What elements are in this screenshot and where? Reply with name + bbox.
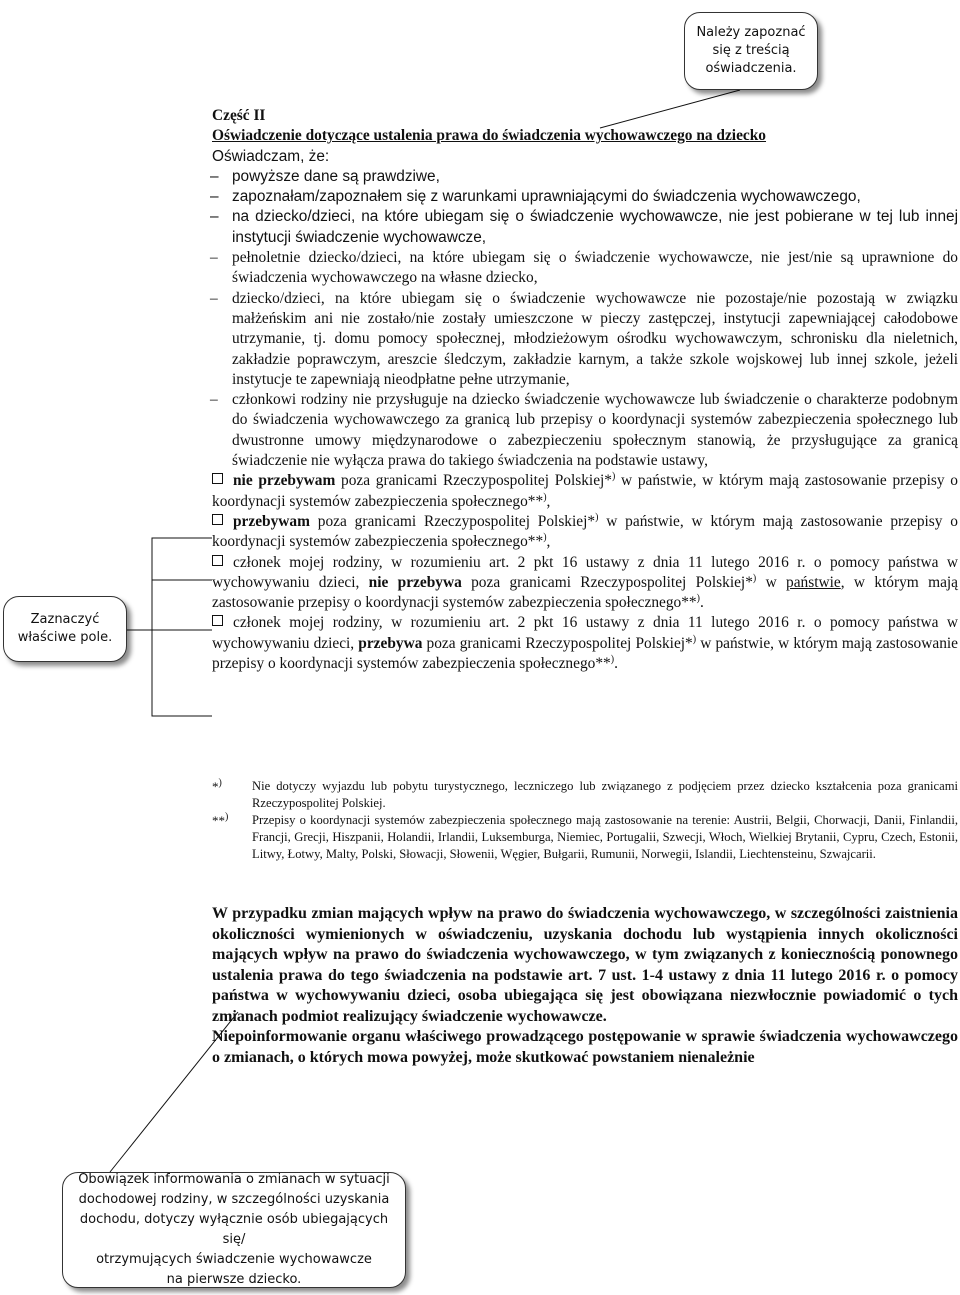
change-notice-paragraph: Niepoinformowanie organu właściwego prowadzącego postępowanie w sprawie świadczenia wychowawczego o zmianach, o których mowa powyżej, może skutkować powstaniem nienależnie: [212, 1028, 958, 1066]
callout-line: się z treścią: [712, 43, 790, 58]
checkbox-square[interactable]: [212, 473, 223, 484]
footnote-mark: **): [212, 811, 229, 828]
statement-section: [212, 106, 958, 674]
list-item-text: dziecko/dzieci, na które ubiegam się o świadczenie wychowawcze nie pozostaje/nie pozostają w związku małżeńskim ani nie zostało/nie zostały umieszczone w pieczy zastępczej, instytucji zapewniającej całodobowe utrzymanie, tj. domu pomocy społecznej, młodzieżowym ośrodku wychowawczym, schronisku dla nieletnich, zakładzie poprawczym, areszcie śledczym, zakładzie karnym, a także szkole wojskowej lub innej szkole, jeżeli instytucje te zapewniają nieodpłatne pełne utrzymanie,: [232, 289, 958, 388]
checkbox-square[interactable]: [212, 555, 223, 566]
callout-line: Zaznaczyć: [30, 612, 100, 627]
footnote-text: Nie dotyczy wyjazdu lub pobytu turystycznego, leczniczego lub związanego z podjęciem przez dziecko kształcenia poza granicami Rzeczypospolitej Polskiej.: [252, 779, 958, 810]
dash-marker: –: [210, 167, 219, 185]
callout-line: otrzymujących świadczenie wychowawcze: [96, 1252, 372, 1267]
callout-line: właściwe pole.: [17, 630, 113, 645]
list-item-text: członkowi rodziny nie przysługuje na dziecko świadczenie wychowawcze lub świadczenie o charakterze podobnym do świadczenia wychowawczego za granicą lub przepisy o koordynacji systemów zabezpieczenia społecznego lub dwustronne umowy międzynarodowe o zabezpieczeniu społecznym stanowią, że przysługujące za granicą świadczenie nie wyłącza prawa do takiego świadczenia na podstawie ustawy,: [232, 391, 958, 470]
callout-read-statement: [684, 12, 818, 90]
callout-obligation-info: [62, 1172, 406, 1288]
footnote-item: [212, 812, 958, 863]
list-item-text: na dziecko/dzieci, na które ubiegam się o świadczenie wychowawcze, nie jest pobierane w tej lub innej instytucji świadczenie wychowawcze,: [232, 208, 958, 246]
list-item-text: pełnoletnie dziecko/dzieci, na które ubiegam się o świadczenie wychowawcze, nie jest/nie są uprawnione do świadczenia wychowawczego na własne dziecko,: [232, 249, 958, 287]
dash-marker: –: [210, 188, 219, 206]
statement-list-serif: [212, 248, 958, 471]
checkbox-option-member-abroad[interactable]: członek mojej rodziny, w rozumieniu art. 2 pkt 16 ustawy z dnia 11 lutego 2016 r. o pomocy państwa w wychowywaniu dzieci, przebywa poza granicami Rzeczypospolitej Polskiej*) w państwie, w którym mają zastosowanie przepisy o koordynacji systemów zabezpieczenia społecznego**).: [212, 614, 958, 673]
checkbox-option-member-not-abroad[interactable]: członek mojej rodziny, w rozumieniu art. 2 pkt 16 ustawy z dnia 11 lutego 2016 r. o pomocy państwa w wychowywaniu dzieci, nie przebywa poza granicami Rzeczypospolitej Polskiej*) w państwie, w którym mają zastosowanie przepisy o koordynacji systemów zabezpieczenia społecznego**).: [212, 553, 959, 612]
dash-marker: –: [210, 289, 218, 307]
callout-line: oświadczenia.: [705, 61, 797, 76]
statement-intro: Oświadczam, że:: [212, 147, 330, 165]
callout-line: Należy zapoznać: [696, 25, 806, 40]
callout-line: na pierwsze dziecko.: [166, 1272, 302, 1287]
change-notice-paragraph: W przypadku zmian mających wpływ na prawo do świadczenia wychowawczego, w szczególności zaistnienia okoliczności wymienionych w oświadczeniu, uzyskania dochodu lub wystąpienia innych okoliczności mających wpływ na prawo do świadczenia wychowawczego, w tym związanych z koniecznością ponownego ustalenia prawa do tego świadczenia na podstawie art. 7 ust. 1-4 ustawy z dnia 11 lutego 2016 r. o pomocy państwa w wychowywaniu dzieci, osoba ubiegająca się jest obowiązana niezwłocznie powiadomić o tych zmianach podmiot realizujący świadczenie wychowawcze.: [212, 905, 958, 1025]
list-item-text: powyższe dane są prawdziwe,: [232, 167, 440, 185]
dash-marker: –: [210, 391, 218, 409]
list-item: [212, 289, 958, 390]
footnote-item: [212, 778, 958, 812]
checkbox-option-abroad[interactable]: przebywam poza granicami Rzeczypospolitej Polskiej*) w państwie, w którym mają zastosowanie przepisy o koordynacji systemów zabezpieczenia społecznego**),: [212, 511, 959, 551]
list-item-text: zapoznałam/zapoznałem się z warunkami uprawniającymi do świadczenia wychowawczego,: [232, 188, 861, 206]
list-item: [212, 187, 958, 207]
list-item: [212, 390, 958, 471]
callout-line: Obowiązek informowania o zmianach w sytuacji: [78, 1172, 390, 1187]
checkbox-square[interactable]: [212, 514, 223, 525]
dash-marker: –: [210, 249, 218, 267]
dash-marker: –: [210, 208, 219, 226]
callout-line: dochodowej rodziny, w szczególności uzyskania: [78, 1192, 390, 1207]
callout-line: dochodu, dotyczy wyłącznie osób ubiegających się/: [79, 1212, 389, 1247]
footnotes: [212, 778, 958, 863]
list-item: [212, 248, 958, 289]
bracket-vertical: [152, 538, 212, 716]
change-notice: [212, 904, 958, 1068]
part-heading: Oświadczenie dotyczące ustalenia prawa do świadczenia wychowawczego na dziecko: [212, 127, 767, 145]
list-item: [212, 167, 958, 187]
bracket-to-checkbox-1: [127, 538, 212, 630]
footnote-mark: *): [212, 777, 222, 794]
statement-list: [212, 167, 958, 248]
checkbox-square[interactable]: [212, 615, 223, 626]
footnote-text: Przepisy o koordynacji systemów zabezpieczenia społecznego mają zastosowanie na terenie: Austrii, Belgii, Chorwacji, Danii, Finlandii, Francji, Grecji, Hiszpanii, Holandii, Irlandii, Luksemburga, Niemiec, Portugalii, Szwecji, Włoch, Wielkiej Brytanii, Cypru, Czech, Estonii, Litwy, Łotwy, Malty, Polski, Słowacji, Słowenii, Węgier, Bułgarii, Rumunii, Norwegii, Islandii, Liechtensteinu, Szwajcarii.: [252, 813, 958, 861]
part-title: Część II: [212, 107, 266, 124]
checkbox-option-not-abroad[interactable]: nie przebywam poza granicami Rzeczypospolitej Polskiej*) w państwie, w którym mają zastosowanie przepisy o koordynacji systemów zabezpieczenia społecznego**),: [212, 471, 959, 510]
callout-mark-field: [3, 596, 127, 662]
list-item: [212, 207, 958, 248]
